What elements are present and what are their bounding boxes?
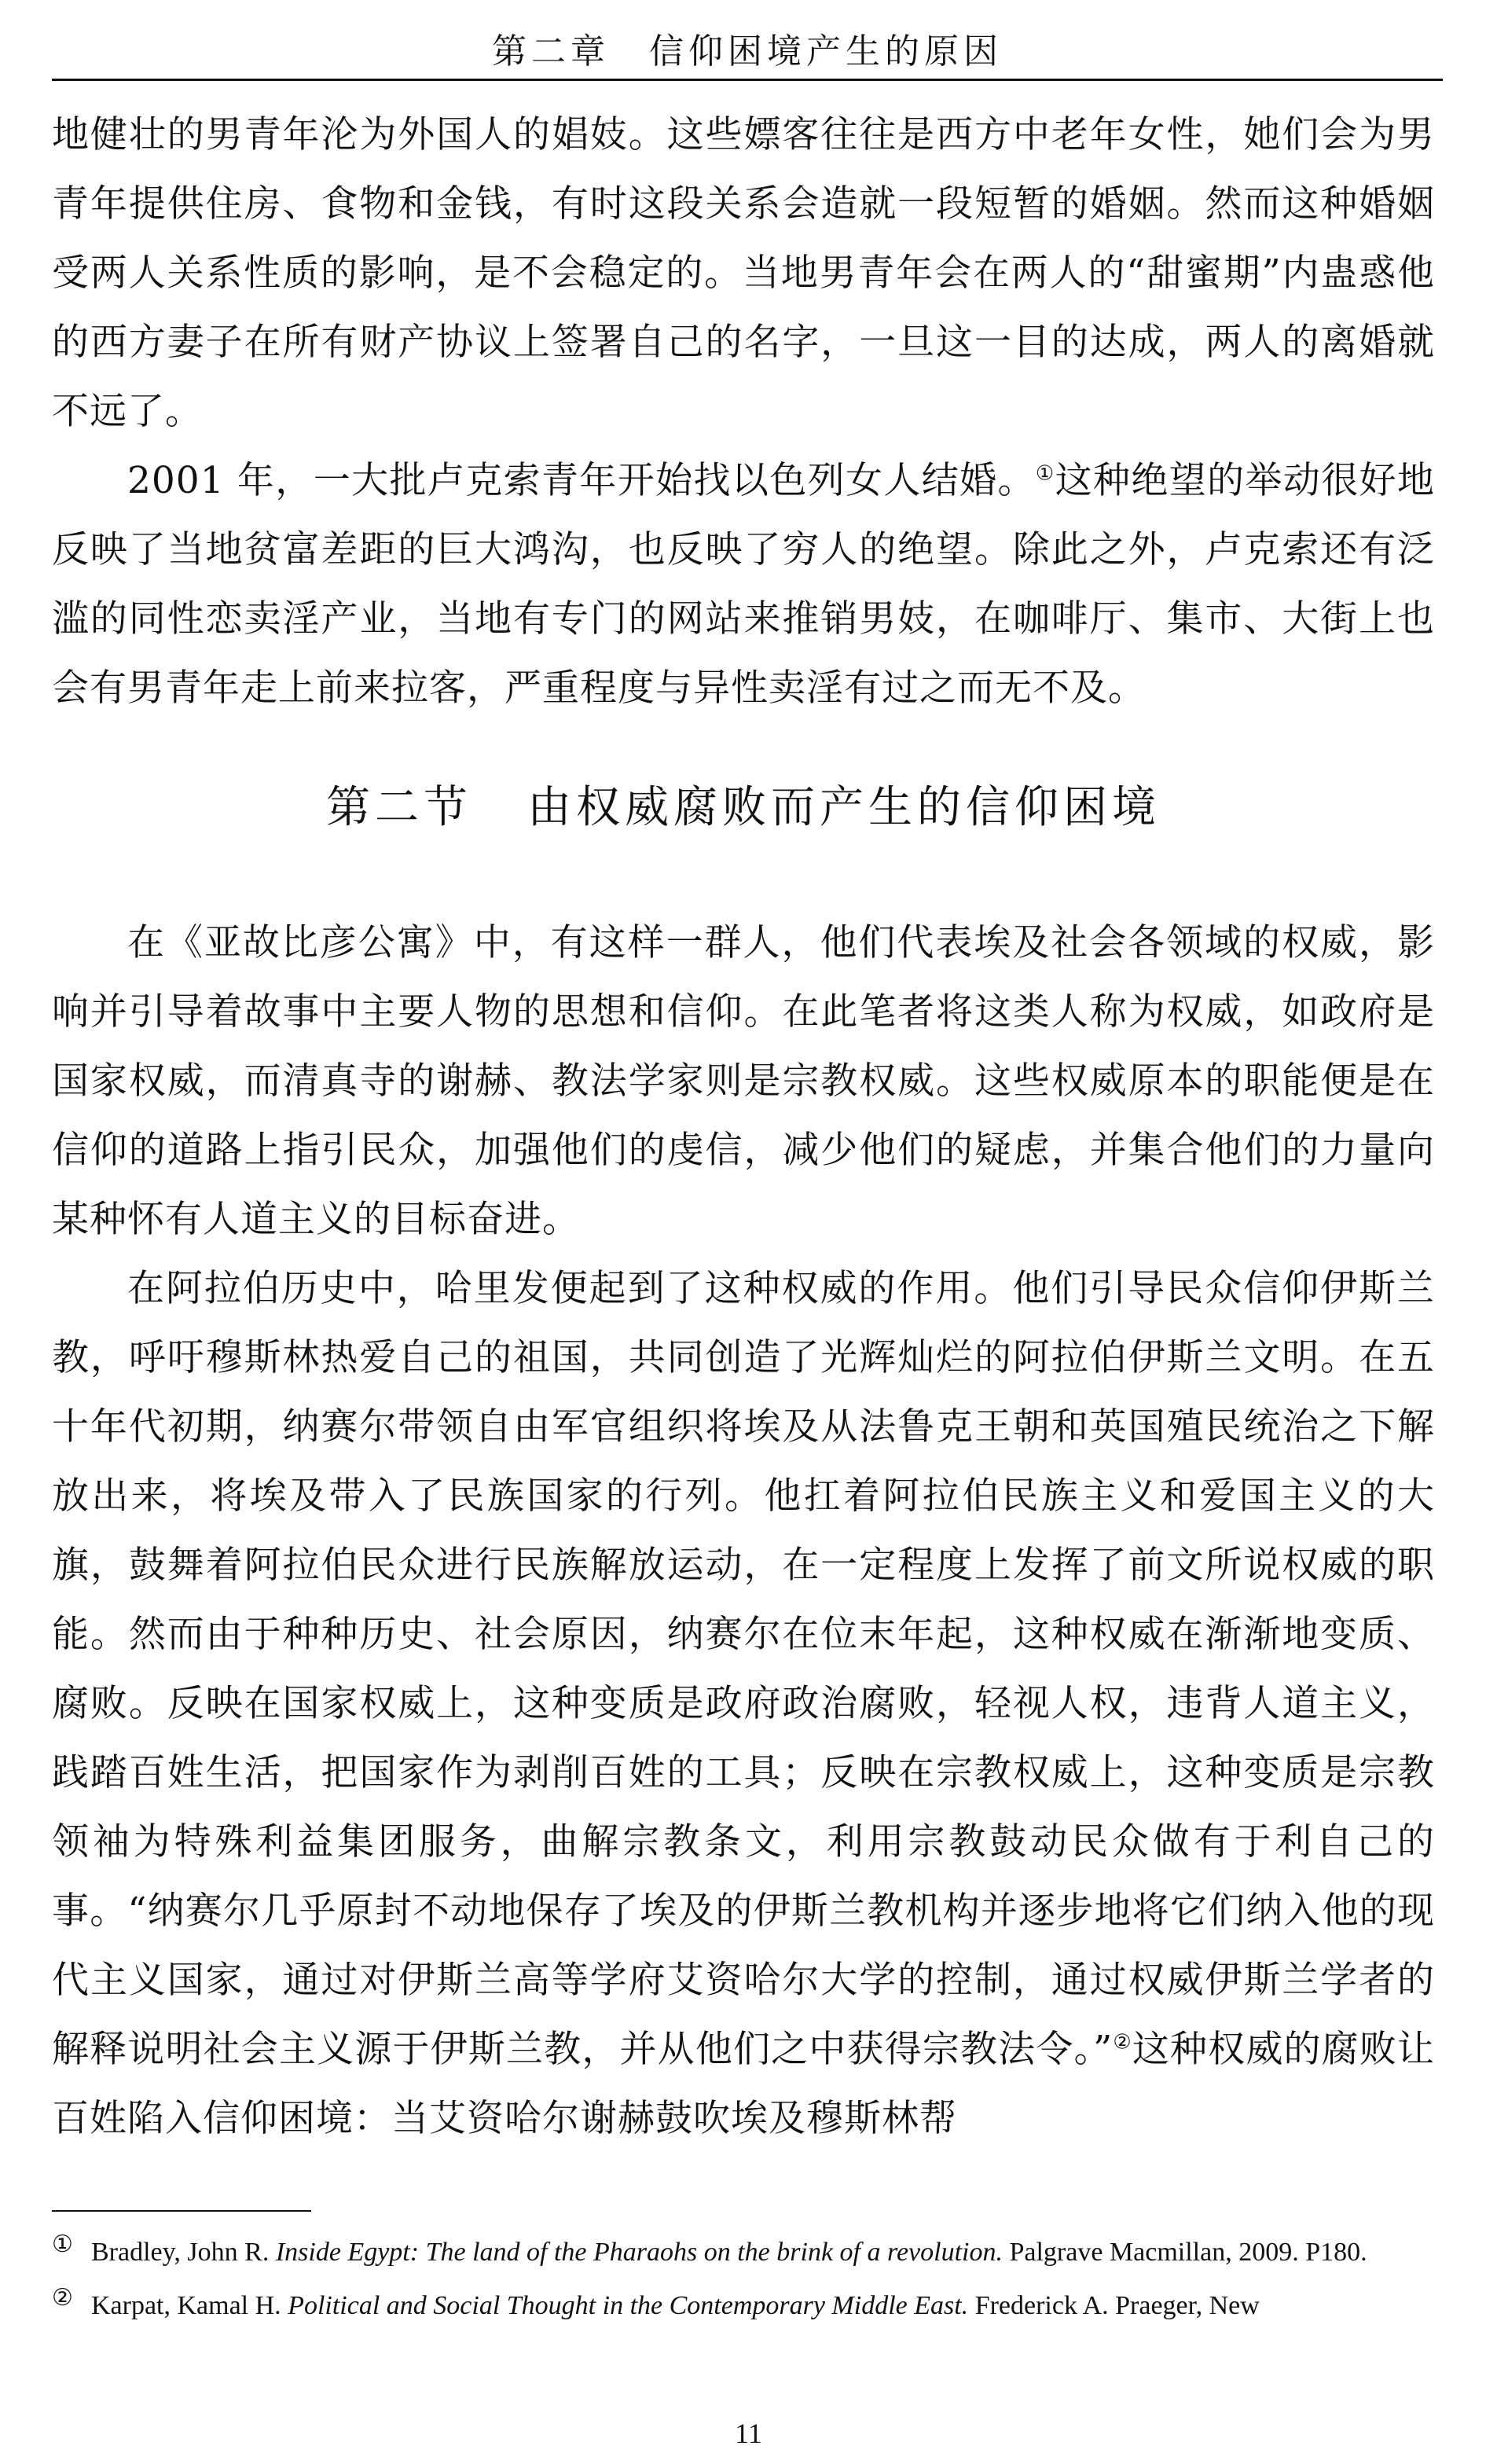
- footnote-ref[interactable]: ①: [1035, 461, 1055, 486]
- paragraph: 地健壮的男青年沦为外国人的娼妓。这些嫖客往往是西方中老年女性，她们会为男青年提供住房、食物和金钱，有时这段关系会造就一段短暂的婚姻。然而这种婚姻受两人关系性质的影响，是不会稳定的。当地男青年会在两人的“甜蜜期”内蛊惑他的西方妻子在所有财产协议上签署自己的名字，一旦这一目的达成，两人的离婚就不远了。: [52, 113, 1435, 433]
- paragraph: 2001 年，一大批卢克索青年开始找以色列女人结婚。①这种绝望的举动很好地反映了当地贫富差距的巨大鸿沟，也反映了穷人的绝望。除此之外，卢克索还有泛滥的同性恋卖淫产业，当地有专门的网站来推销男妓，在咖啡厅、集市、大街上也会有男青年走上前来拉客，严重程度与异性卖淫有过之而无不及。: [52, 459, 1435, 710]
- footnote-rule: [52, 2210, 311, 2212]
- section-title: 由权威腐败而产生的信仰困境: [527, 782, 1161, 833]
- header-rule: [52, 79, 1443, 81]
- paragraph: 在《亚故比彦公寓》中，有这样一群人，他们代表埃及社会各领域的权威，影响并引导着故事中主要人物的思想和信仰。在此笔者将这类人称为权威，如政府是国家权威，而清真寺的谢赫、教法学家则是宗教权威。这些权威原本的职能便是在信仰的道路上指引民众，加强他们的虔信，减少他们的疑虑，并集合他们的力量向某种怀有人道主义的目标奋进。: [52, 921, 1435, 1241]
- footnote-mark: ②: [52, 2285, 73, 2311]
- footnotes: [52, 2231, 1435, 2337]
- section-heading: [52, 770, 1435, 846]
- footnote: ① Bradley, John R. Inside Egypt: The land of the Pharaohs on the brink of a revolution. Palgrave Macmillan, 2009. P180.: [52, 2231, 1435, 2275]
- body-text: [52, 101, 1435, 2154]
- footnote-ref[interactable]: ②: [1113, 2030, 1132, 2055]
- footnote-mark: ①: [52, 2231, 73, 2257]
- section-number: 第二节: [326, 782, 472, 833]
- page-number: 11: [735, 2418, 762, 2449]
- footnote: ② Karpat, Kamal H. Political and Social Thought in the Contemporary Middle East. Frederick A. Praeger, New: [52, 2284, 1435, 2328]
- paragraph: 在阿拉伯历史中，哈里发便起到了这种权威的作用。他们引导民众信仰伊斯兰教，呼吁穆斯林热爱自己的祖国，共同创造了光辉灿烂的阿拉伯伊斯兰文明。在五十年代初期，纳赛尔带领自由军官组织将埃及从法鲁克王朝和英国殖民统治之下解放出来，将埃及带入了民族国家的行列。他扛着阿拉伯民族主义和爱国主义的大旗，鼓舞着阿拉伯民众进行民族解放运动，在一定程度上发挥了前文所说权威的职能。然而由于种种历史、社会原因，纳赛尔在位末年起，这种权威在渐渐地变质、腐败。反映在国家权威上，这种变质是政府政治腐败，轻视人权，违背人道主义，践踏百姓生活，把国家作为剥削百姓的工具；反映在宗教权威上，这种变质是宗教领袖为特殊利益集团服务，曲解宗教条文，利用宗教鼓动民众做有于利自己的事。“纳赛尔几乎原封不动地保存了埃及的伊斯兰教机构并逐步地将它们纳入他的现代主义国家，通过对伊斯兰高等学府艾资哈尔大学的控制，通过权威伊斯兰学者的解释说明社会主义源于伊斯兰教，并从他们之中获得宗教法令。”②这种权威的腐败让百姓陷入信仰困境：当艾资哈尔谢赫鼓吹埃及穆斯林帮: [52, 1267, 1436, 2140]
- running-header: 第二章 信仰困境产生的原因: [492, 31, 1003, 72]
